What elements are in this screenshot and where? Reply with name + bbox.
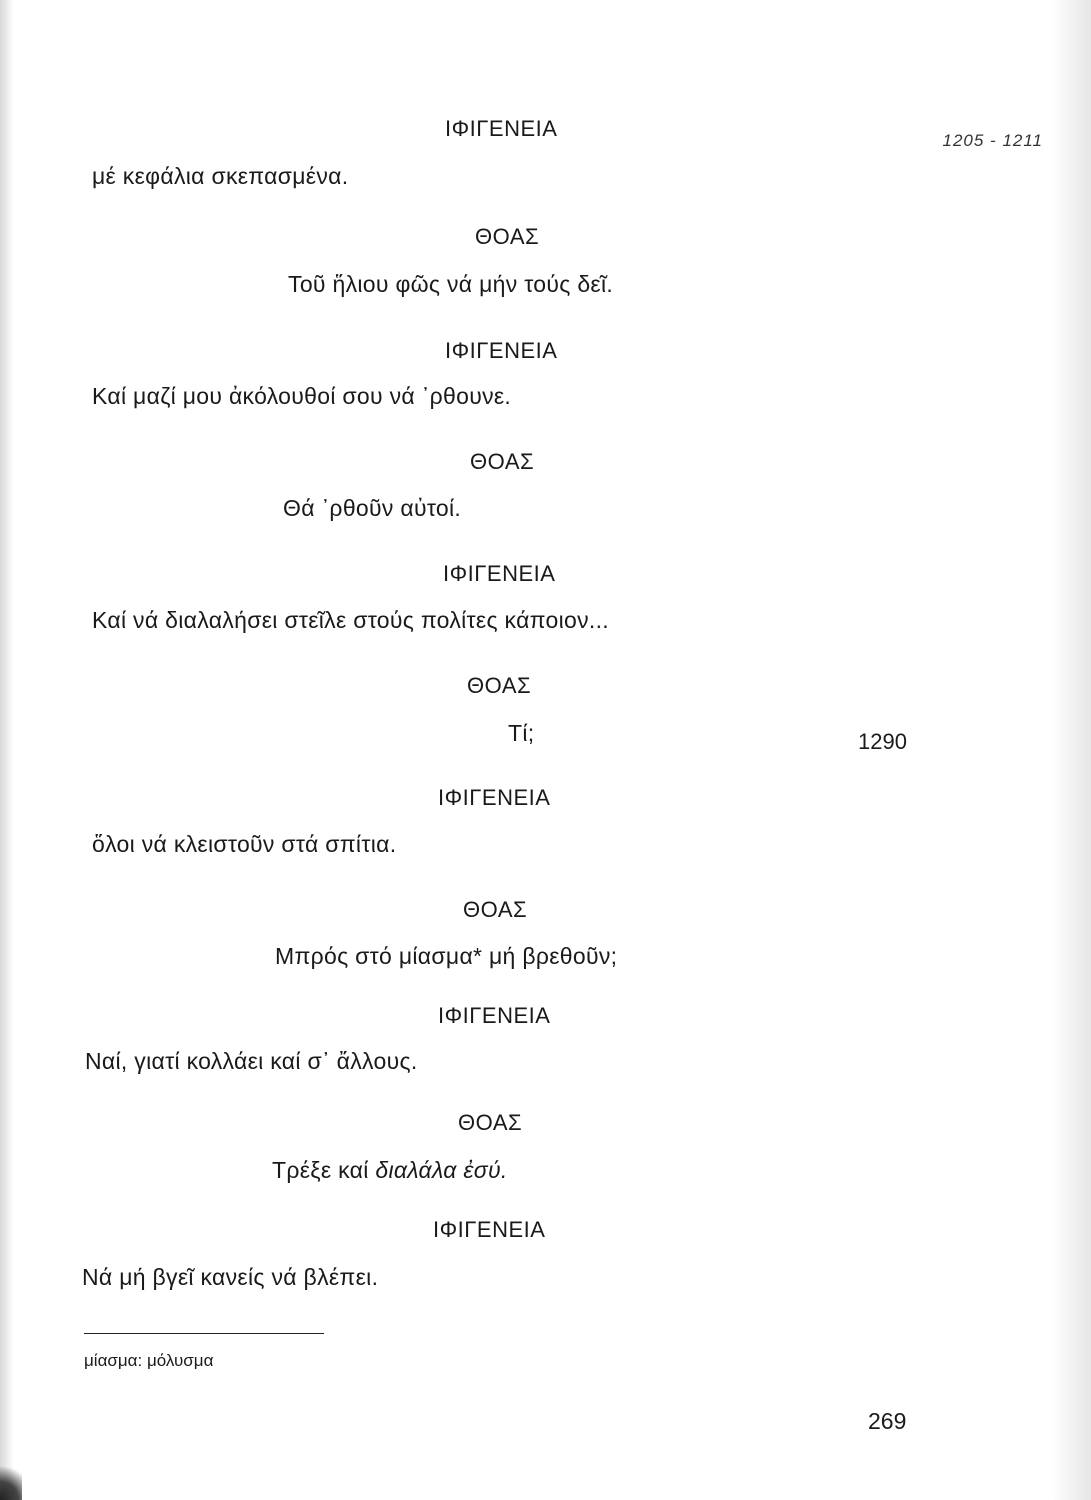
speaker-name: ΘΟΑΣ [463,897,528,922]
dialogue-line [272,1155,508,1185]
dialogue-line: Καί νά διαλαλήσει στεῖλε στούς πολίτες κάποιον... [92,607,609,633]
speaker-name: ΙΦΙΓΕΝΕΙΑ [433,1217,546,1242]
speaker-name: ΙΦΙΓΕΝΕΙΑ [443,561,556,586]
speaker-name: ΙΦΙΓΕΝΕΙΑ [445,116,558,141]
speaker-name: ΘΟΑΣ [475,224,540,249]
page-number: 269 [868,1408,907,1434]
page-edge-shadow-right [1051,0,1091,1500]
speaker-name: ΘΟΑΣ [467,673,532,698]
dialogue-line: Τί; [508,720,535,746]
footnote-divider [84,1333,324,1334]
verse-range-reference: 1205 - 1211 [942,131,1043,150]
page-corner-shadow [0,1460,22,1500]
speaker-name: ΙΦΙΓΕΝΕΙΑ [445,338,558,363]
footnote: μίασμα: μόλυσμα [84,1351,214,1370]
speaker-name: ΘΟΑΣ [458,1110,523,1135]
line-number: 1290 [858,729,907,754]
dialogue-line: ὅλοι νά κλειστοῦν στά σπίτια. [92,831,397,857]
speaker-name: ΙΦΙΓΕΝΕΙΑ [438,1003,551,1028]
dialogue-line: Τοῦ ἥλιου φῶς νά μήν τούς δεῖ. [288,271,614,297]
speaker-name: ΙΦΙΓΕΝΕΙΑ [438,785,551,810]
dialogue-line: μέ κεφάλια σκεπασμένα. [92,163,349,189]
dialogue-line-plain: Τρέξε καί [272,1157,376,1183]
dialogue-line: Μπρός στό μίασμα* μή βρεθοῦν; [275,943,618,969]
dialogue-line: Νά μή βγεῖ κανείς νά βλέπει. [82,1264,379,1290]
dialogue-line: Ναί, γιατί κολλάει καί σ᾽ ἄλλους. [85,1048,418,1074]
page-edge-shadow-left [0,0,14,1500]
dialogue-line: Θά ᾽ρθοῦν αὐτοί. [283,495,462,521]
dialogue-line-italic: διαλάλα ἐσύ. [375,1157,508,1183]
speaker-name: ΘΟΑΣ [470,449,535,474]
dialogue-line: Καί μαζί μου ἀκόλουθοί σου νά ᾽ρθουνε. [92,383,512,409]
